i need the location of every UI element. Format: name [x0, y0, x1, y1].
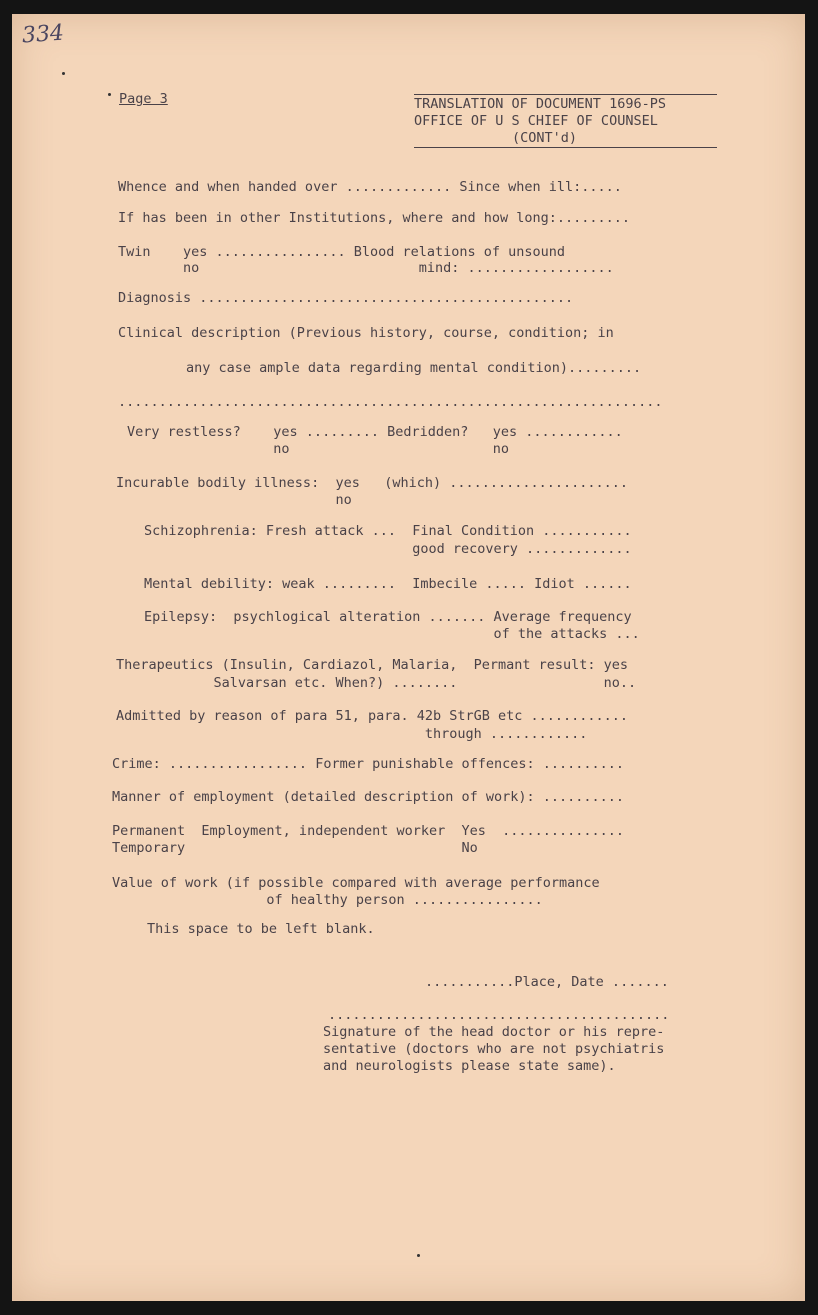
field-value-of-work-cont: of healthy person ................: [112, 892, 543, 908]
field-twin-cont: no mind: ..................: [118, 260, 614, 276]
field-admitted: Admitted by reason of para 51, para. 42b StrGB etc ............: [116, 708, 629, 724]
field-restless: Very restless? yes ......... Bedridden? yes ............: [127, 424, 623, 440]
field-diagnosis: Diagnosis ..............................................: [118, 290, 574, 306]
field-therapeutics-cont: Salvarsan etc. When?) ........ no..: [116, 675, 637, 691]
header-bottom-rule: [414, 147, 717, 148]
field-mental-debility: Mental debility: weak ......... Imbecile ..... Idiot ......: [144, 576, 632, 592]
handwritten-page-number: 334: [21, 20, 65, 49]
field-clinical: Clinical description (Previous history, course, condition; in: [118, 325, 614, 341]
signature-caption-3: and neurologists please state same).: [323, 1058, 616, 1074]
page-label: Page 3: [119, 91, 168, 107]
field-admitted-cont: through ............: [116, 726, 588, 742]
field-twin: Twin yes ................ Blood relations of unsound: [118, 244, 566, 260]
field-employment-manner: Manner of employment (detailed description of work): ..........: [112, 789, 625, 805]
field-schizophrenia-cont: good recovery .............: [144, 541, 632, 557]
ink-dot: [108, 93, 111, 96]
field-whence: Whence and when handed over ............. Since when ill:.....: [118, 179, 622, 195]
field-restless-cont: no no: [127, 441, 510, 457]
ink-dot: [417, 1254, 420, 1257]
field-epilepsy: Epilepsy: psychlogical alteration ....... Average frequency: [144, 609, 632, 625]
field-clinical-cont: any case ample data regarding mental condition).........: [186, 360, 642, 376]
header-line-1: TRANSLATION OF DOCUMENT 1696-PS: [414, 96, 666, 112]
signature-caption-1: Signature of the head doctor or his repre-: [323, 1024, 665, 1040]
ink-dot: [62, 72, 65, 75]
signature-dotted-line: ..........................................: [328, 1007, 670, 1023]
field-value-of-work: Value of work (if possible compared with average performance: [112, 875, 600, 891]
field-institutions: If has been in other Institutions, where and how long:.........: [118, 210, 631, 226]
field-temporary: Temporary No: [112, 840, 478, 856]
dotted-line: ...................................................................: [118, 394, 663, 410]
field-crime: Crime: ................. Former punishable offences: ..........: [112, 756, 625, 772]
field-incurable-cont: no: [116, 492, 352, 508]
header-top-rule: [414, 94, 717, 95]
place-date-line: ...........Place, Date .......: [425, 974, 669, 990]
blank-space-note: This space to be left blank.: [147, 921, 375, 937]
header-line-3: (CONT'd): [512, 130, 578, 146]
field-schizophrenia: Schizophrenia: Fresh attack ... Final Condition ...........: [144, 523, 632, 539]
field-epilepsy-cont: of the attacks ...: [144, 626, 640, 642]
field-therapeutics: Therapeutics (Insulin, Cardiazol, Malaria, Permant result: yes: [116, 657, 629, 673]
signature-caption-2: sentative (doctors who are not psychiatris: [323, 1041, 665, 1057]
field-incurable: Incurable bodily illness: yes (which) ......................: [116, 475, 629, 491]
field-permanent: Permanent Employment, independent worker Yes ...............: [112, 823, 625, 839]
header-line-2: OFFICE OF U S CHIEF OF COUNSEL: [414, 113, 658, 129]
